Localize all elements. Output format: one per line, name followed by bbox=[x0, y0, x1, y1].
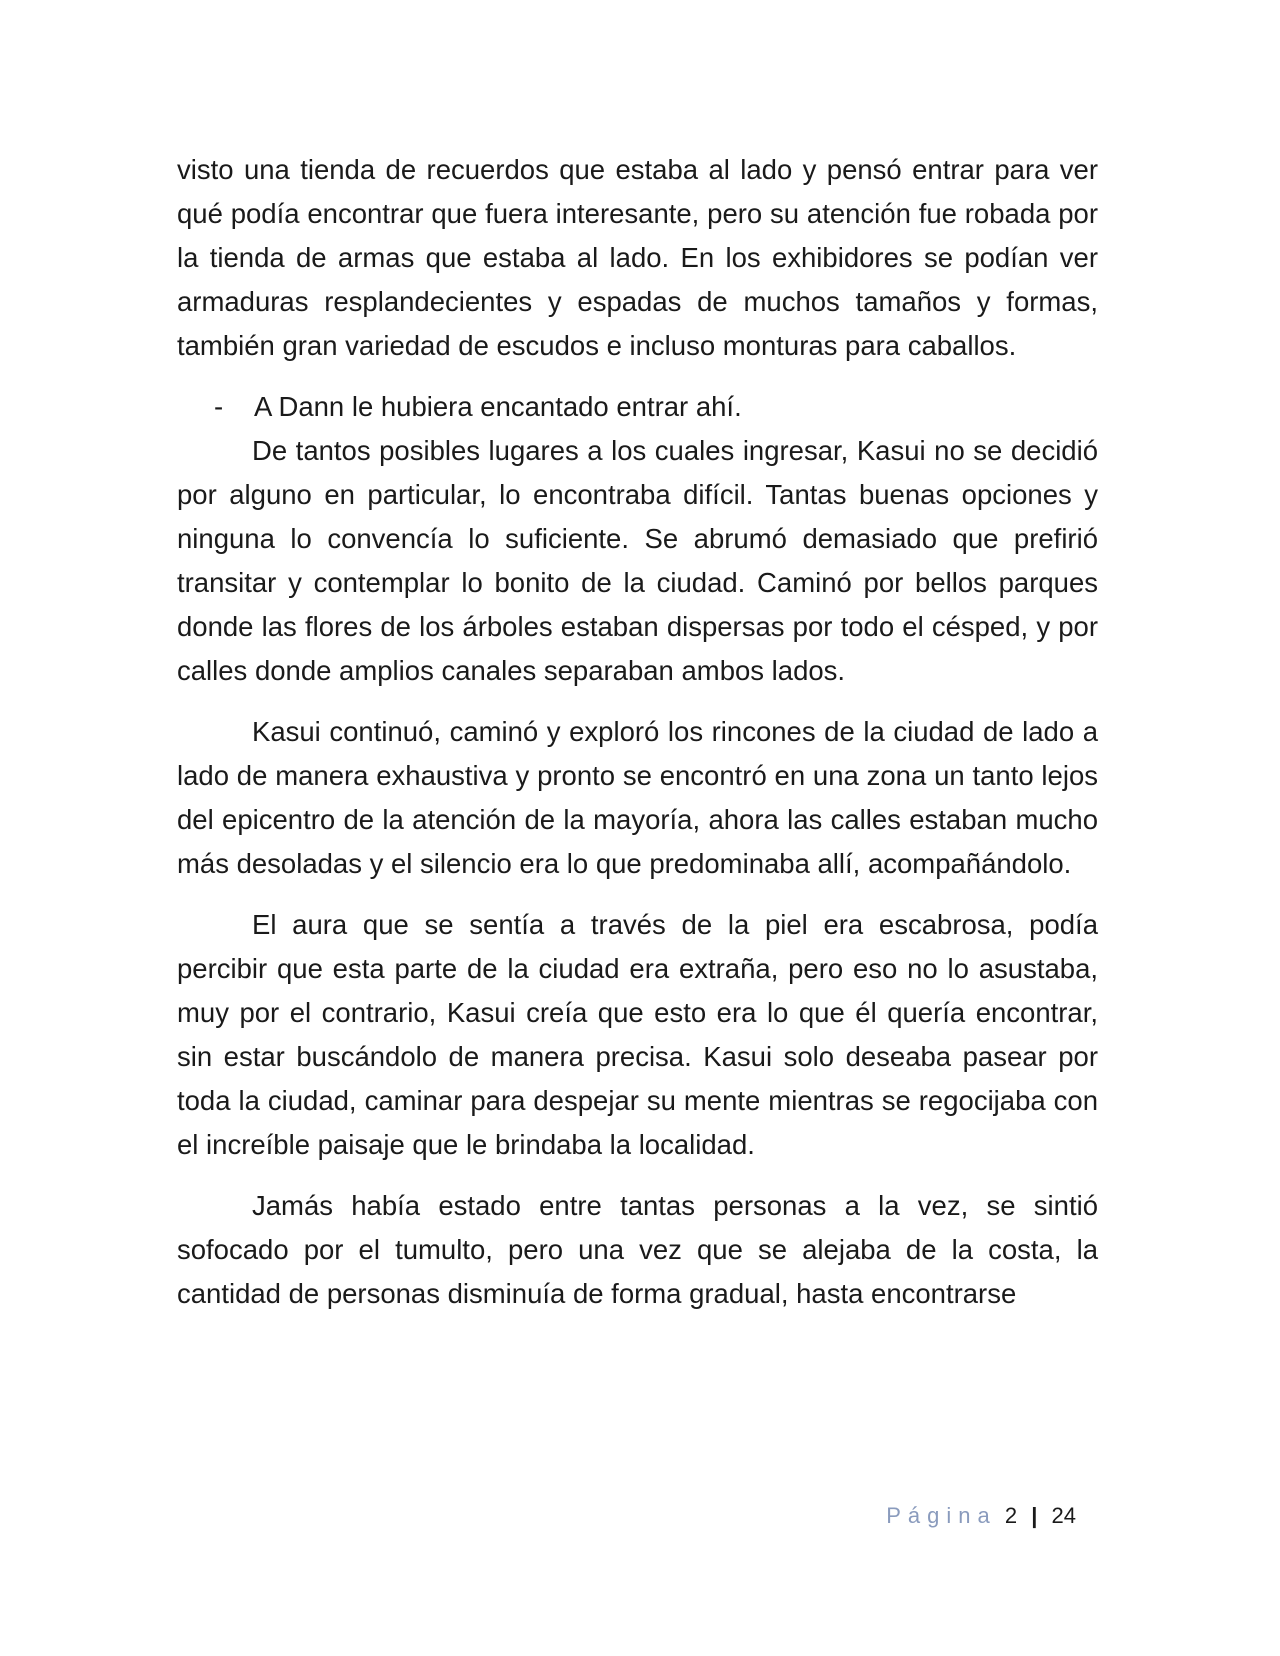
dialogue-line bbox=[177, 385, 1098, 429]
paragraph: El aura que se sentía a través de la piel era escabrosa, podía percibir que esta parte de la ciudad era extraña, pero eso no lo asustaba, muy por el contrario, Kasui creía que esto era lo que él quería encontrar, sin estar buscándolo de manera precisa. Kasui solo deseaba pasear por toda la ciudad, caminar para despejar su mente mientras se regocijaba con el increíble paisaje que le brindaba la localidad. bbox=[177, 909, 1098, 1160]
paragraph: Kasui continuó, caminó y exploró los rincones de la ciudad de lado a lado de manera exhaustiva y pronto se encontró en una zona un tanto lejos del epicentro de la atención de la mayoría, ahora las calles estaban mucho más desoladas y el silencio era lo que predominaba allí, acompañándolo. bbox=[177, 716, 1098, 879]
page-body bbox=[177, 148, 1098, 1316]
page-label: Página bbox=[886, 1503, 997, 1528]
total-pages: 24 bbox=[1051, 1503, 1076, 1528]
dialogue-dash: - bbox=[214, 391, 224, 422]
page-separator: | bbox=[1031, 1503, 1038, 1528]
paragraph: visto una tienda de recuerdos que estaba al lado y pensó entrar para ver qué podía encontrar que fuera interesante, pero su atención fue robada por la tienda de armas que estaba al lado. En los exhibidores se podían ver armaduras resplandecientes y espadas de muchos tamaños y formas, también gran variedad de escudos e incluso monturas para caballos. bbox=[177, 154, 1098, 361]
dialogue-text: A Dann le hubiera encantado entrar ahí. bbox=[254, 391, 742, 422]
paragraph: Jamás había estado entre tantas personas a la vez, se sintió sofocado por el tumulto, pero una vez que se alejaba de la costa, la cantidad de personas disminuía de forma gradual, hasta encontrarse bbox=[177, 1190, 1098, 1309]
current-page-number: 2 bbox=[1004, 1503, 1018, 1528]
paragraph: De tantos posibles lugares a los cuales ingresar, Kasui no se decidió por alguno en particular, lo encontraba difícil. Tantas buenas opciones y ninguna lo convencía lo suficiente. Se abrumó demasiado que prefirió transitar y contemplar lo bonito de la ciudad. Caminó por bellos parques donde las flores de los árboles estaban dispersas por todo el césped, y por calles donde amplios canales separaban ambos lados. bbox=[177, 435, 1098, 686]
page-number-footer bbox=[886, 1502, 1076, 1530]
